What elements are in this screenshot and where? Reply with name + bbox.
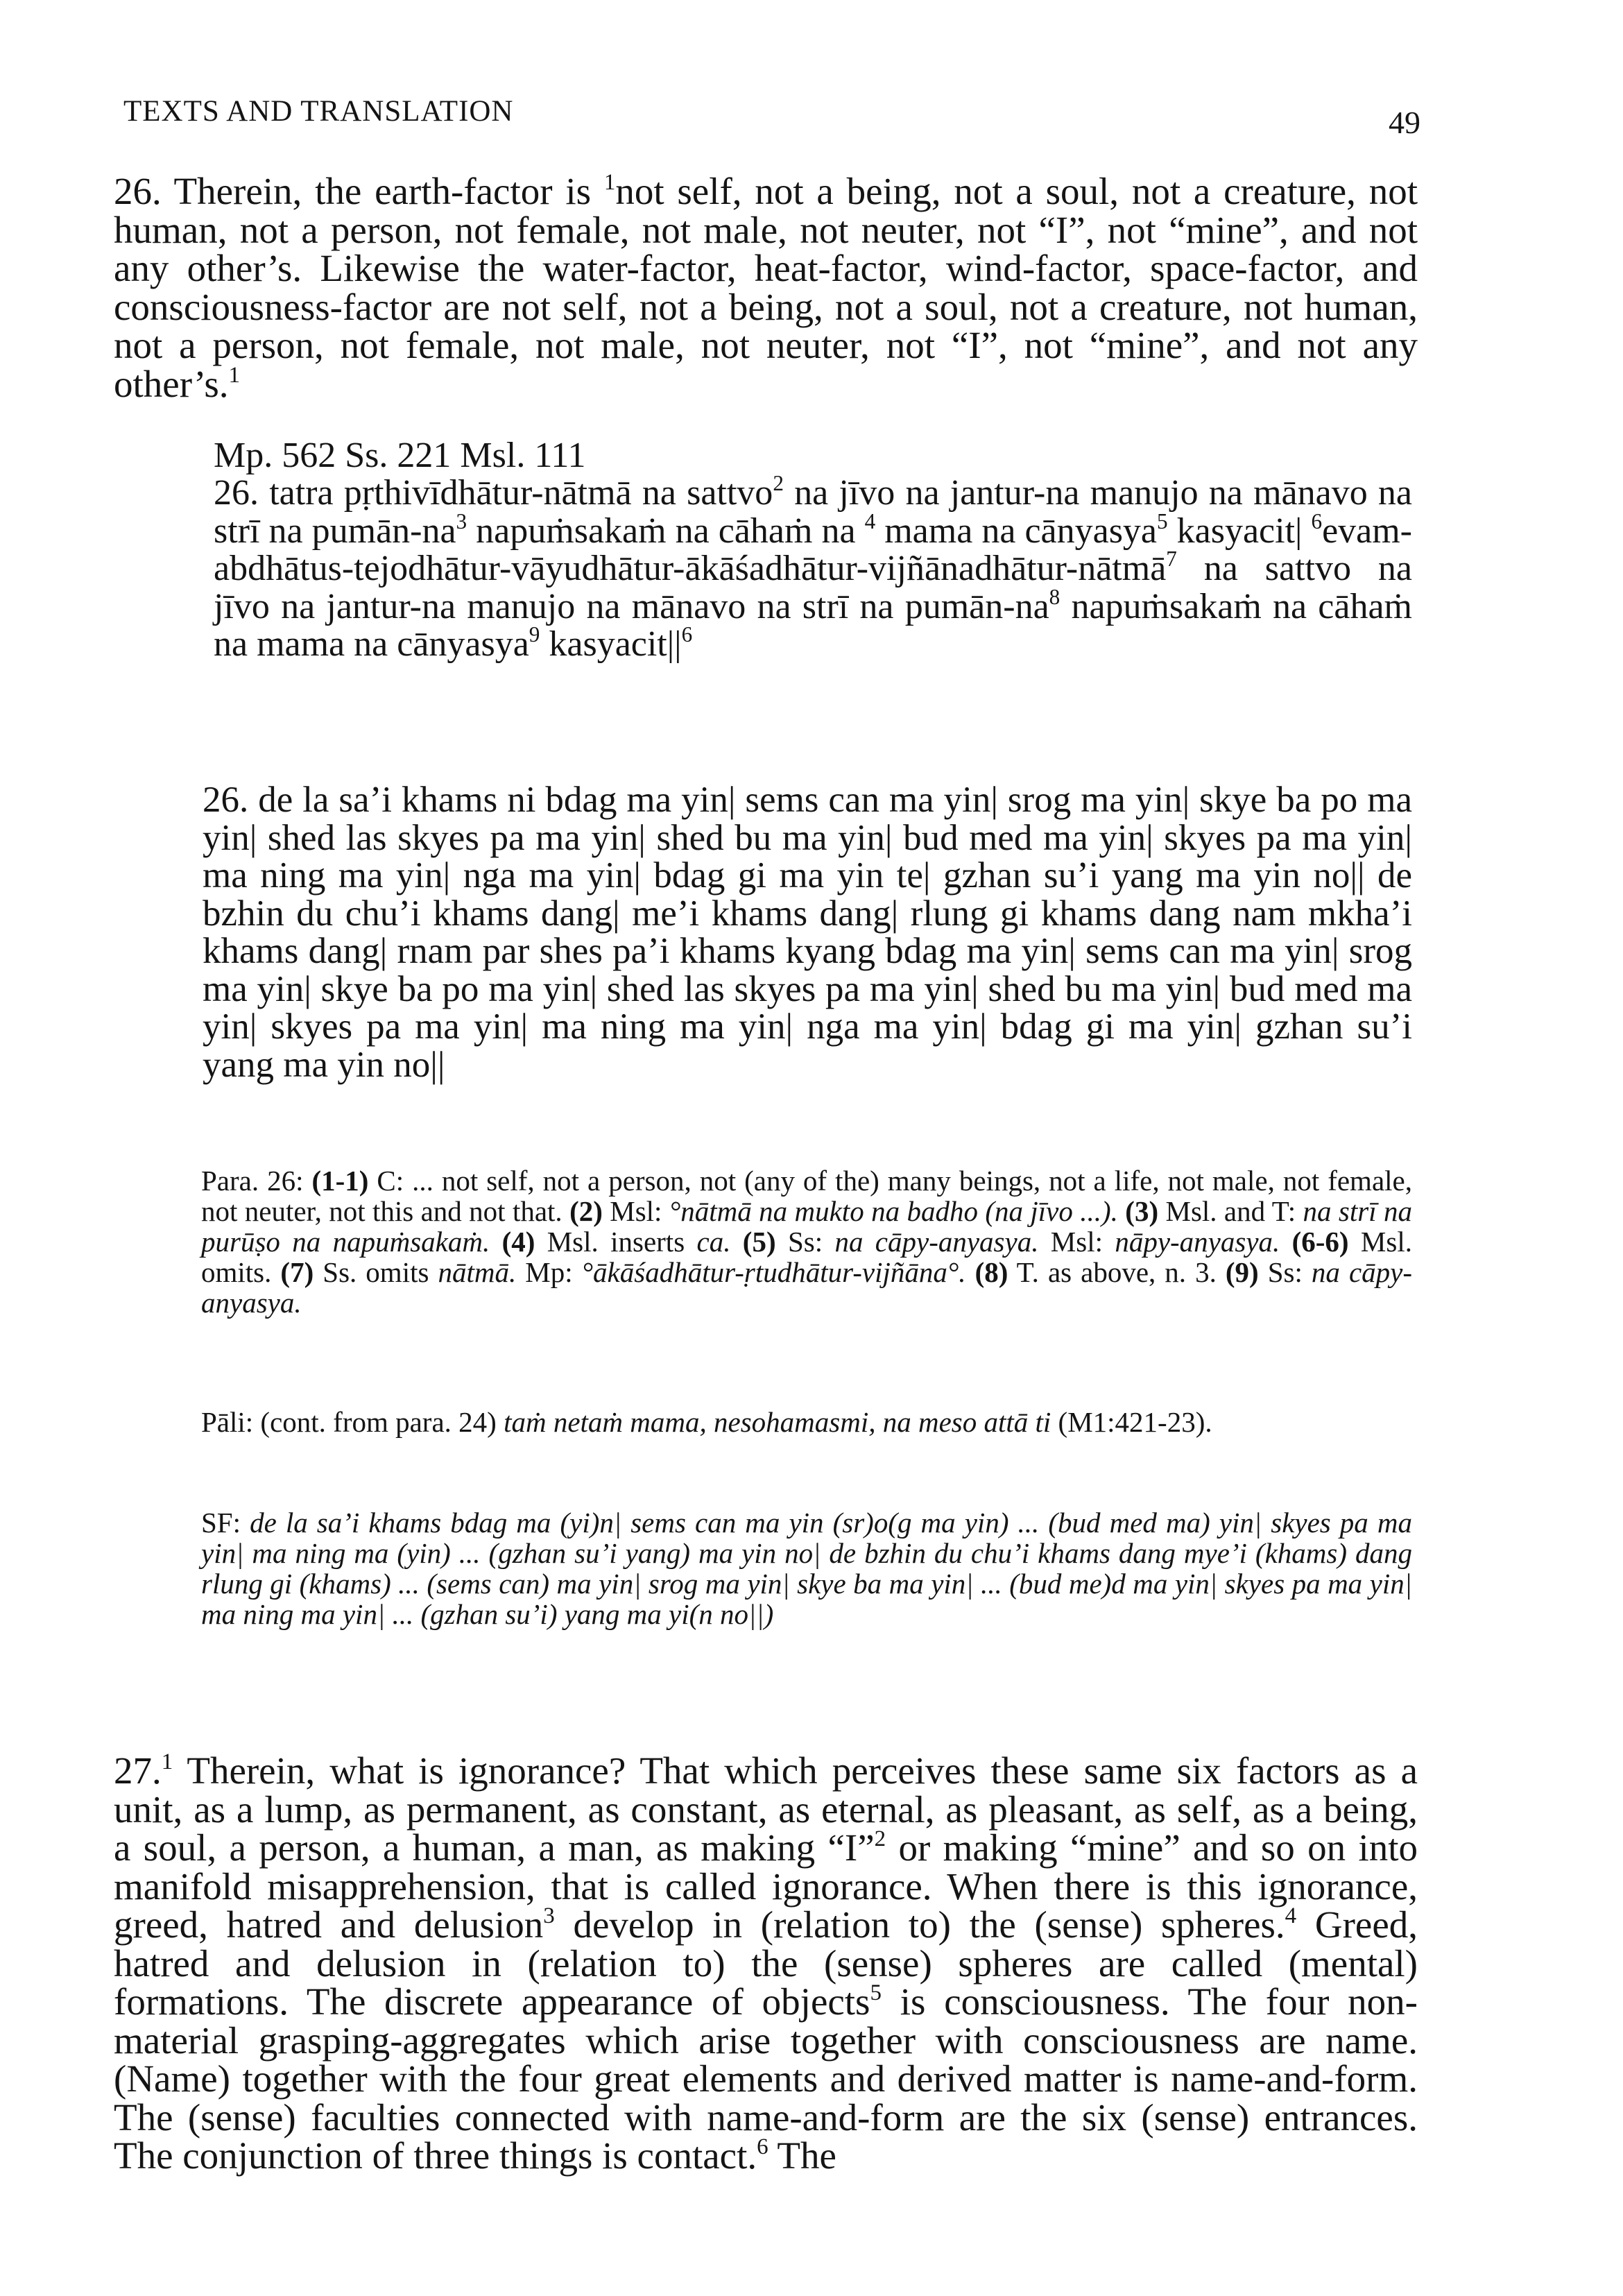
text-run: Msl. omits. (201, 1226, 1412, 1288)
text-run: Para. 26: (201, 1165, 312, 1197)
text-run: napuṁsakaṁ na cāhaṁ na (467, 511, 865, 551)
footnote-marker: 4 (1285, 1903, 1297, 1929)
text-run: (M1:421-23). (1051, 1406, 1212, 1438)
footnote-marker: 6 (1311, 508, 1323, 533)
footnote-marker: 5 (870, 1980, 882, 2006)
paragraph-26-sanskrit (214, 471, 1413, 664)
text-run: evam-abdhātus-tejodhātur-vāyudhātur-ākāśadhātur-vijñānadhātur-nātmā (214, 511, 1413, 588)
text-run: na cāpy-anyasya. (201, 1256, 1412, 1319)
text-run: develop in (relation to) the (sense) spheres. (554, 1903, 1285, 1946)
text-run: Mp: (516, 1256, 582, 1288)
page-number: 49 (1389, 105, 1420, 140)
text-run: mama na cānyasya (875, 511, 1158, 551)
text-run: Ss: (775, 1226, 835, 1258)
text-run: Msl: (602, 1195, 669, 1227)
paragraph-26-tibetan: 26. de la sa’i khams ni bdag ma yin| sems can ma yin| srog ma yin| skye ba po ma yin| shed las skyes pa ma yin| shed bu ma yin| bud med ma yin| skyes pa ma yin| ma ning ma yin| nga ma yin| bdag gi ma yin te| gzhan su’i yang ma yin no|| de bzhin du chu’i khams dang| me’i khams dang| rlung gi khams dang nam mkha’i khams dang| rnam par shes pa’i khams kyang bdag ma yin| sems can ma yin| srog ma yin| skye ba po ma yin| shed las skyes pa ma yin| shed bu ma yin| bud med ma yin| skyes pa ma yin| ma ning ma yin| nga ma yin| bdag gi ma yin| gzhan su’i yang ma yin no|| (203, 780, 1412, 1085)
text-run: na cāpy-anyasya. (834, 1226, 1039, 1258)
footnote-marker: 9 (529, 622, 540, 647)
text-run: SF: (201, 1507, 250, 1539)
footnote-marker: 6 (757, 2134, 768, 2160)
footnote-marker: 3 (543, 1903, 555, 1929)
text-run: nātmā. (438, 1256, 517, 1288)
text-run: (6-6) (1291, 1226, 1349, 1258)
text-run: (4) (501, 1226, 535, 1258)
text-run: Therein, what is ignorance? That which perceives these same six factors as a unit, as a lump, as permanent, as constant, as eternal, as pleasant, as self, as a being, a soul, a person, a human, a man, as making “I” (114, 1749, 1418, 1869)
text-run: na strī na purūṣo na napuṁsakaṁ. (201, 1195, 1413, 1258)
footnote-marker: 2 (773, 471, 784, 496)
text-run: 26. tatra pṛthivīdhātur-nātmā na sattvo (214, 473, 773, 513)
text-run: (8) (974, 1256, 1008, 1288)
text-run: napuṁsakaṁ na cāhaṁ na mama na cānyasya (214, 586, 1412, 664)
text-run: kasyacit|| (540, 624, 682, 664)
text-run: The (768, 2134, 836, 2177)
text-run: Pāli: (cont. from para. 24) (201, 1406, 504, 1438)
text-run: (1-1) (311, 1165, 369, 1197)
text-run: na sattvo na jīvo na jantur-na manujo na mānavo na strī na pumān-na (214, 549, 1412, 626)
footnote-marker: 6 (681, 622, 693, 647)
text-run: Ss. omits (314, 1256, 438, 1288)
footnote-marker: 1 (161, 1749, 173, 1775)
text-run: (2) (569, 1195, 603, 1227)
running-title: TEXTS AND TRANSLATION (123, 95, 514, 128)
text-run: (7) (280, 1256, 314, 1288)
text-run: T. as above, n. 3. (1008, 1256, 1226, 1288)
footnote-marker: 7 (1166, 547, 1177, 572)
text-run: Greed, hatred and delusion in (relation to) the (sense) spheres are called (mental) formations. The discrete appearance of objects (114, 1903, 1418, 2023)
text-run (966, 1256, 975, 1288)
footnote-marker: 8 (1049, 584, 1060, 609)
text-run: (5) (742, 1226, 776, 1258)
text-run: taṁ netaṁ mama, nesohamasmi, na meso attā ti (504, 1406, 1051, 1438)
text-run: de la sa’i khams bdag ma (yi)n| sems can ma yin (sr)o(g ma yin) ... (bud med ma) yin| skyes pa ma yin| ma ning ma (yin) ... (gzhan su’i yang) ma yin no| de bzhin du chu’i khams dang mye’i (khams) dang rlung gi (khams) ... (sems can) ma yin| srog ma yin| skye ba ma yin| ... (bud me)d ma yin| skyes pa ma yin| ma ning ma yin| ... (gzhan su’i) yang ma yi(n no||) (201, 1507, 1412, 1630)
page-header (117, 93, 1420, 140)
text-run (730, 1226, 742, 1258)
text-run: na jīvo na jantur-na manujo na mānavo na strī na pumān-na (214, 473, 1412, 551)
text-run (490, 1226, 501, 1258)
text-run: Ss: (1258, 1256, 1312, 1288)
text-run: ca. (696, 1226, 731, 1258)
footnote-marker: 3 (456, 508, 467, 533)
footnote-marker: 1 (603, 170, 616, 196)
text-run: nāpy-anyasya. (1115, 1226, 1280, 1258)
text-run (1280, 1226, 1291, 1258)
text-run: Msl. inserts (535, 1226, 697, 1258)
text-run: or making “mine” and so on into manifold misapprehension, that is called ignorance. When there is this ignorance, greed, hatred and delusion (114, 1826, 1418, 1946)
sanskrit-source-reference: Mp. 562 Ss. 221 Msl. 111 (214, 436, 586, 475)
text-run: not self, not a being, not a soul, not a creature, not human, not a person, not female, not male, not neuter, not “I”, not “mine”, and not any other’s. Likewise the water-factor, heat-factor, wind-factor, space-factor, and consciousness-factor are not self, not a being, not a soul, not a creature, not human, not a person, not female, not male, not neuter, not “I”, not “mine”, and not any other’s. (114, 170, 1418, 405)
footnote-marker: 2 (874, 1826, 886, 1852)
text-run: (9) (1225, 1256, 1259, 1288)
footnote-marker: 4 (864, 508, 876, 533)
text-run (1118, 1195, 1125, 1227)
paragraph-27-english (114, 1751, 1418, 2175)
paragraph-26-english (114, 172, 1418, 403)
text-run: °ākāśadhātur-ṛtudhātur-vijñāna°. (581, 1256, 966, 1288)
text-run: (3) (1125, 1195, 1159, 1227)
text-run: 26. Therein, the earth-factor is (114, 170, 604, 212)
text-run: Msl: (1038, 1226, 1115, 1258)
text-run: C: ... not self, not a person, not (any of the) many beings, not a life, not male, not female, not neuter, not this and not that. (201, 1165, 1412, 1227)
paragraph-26-critical-notes (201, 1165, 1412, 1318)
footnote-marker: 1 (228, 362, 240, 388)
text-run: kasyacit| (1167, 511, 1312, 551)
text-run: °nātmā na mukto na badho (na jīvo ...). (669, 1195, 1118, 1227)
text-run: Msl. and T: (1158, 1195, 1303, 1227)
text-run: 27. (114, 1749, 162, 1792)
pali-parallel (201, 1407, 1412, 1437)
footnote-marker: 5 (1157, 508, 1168, 533)
text-run: is consciousness. The four non-material grasping-aggregates which arise together with consciousness are name. (Name) together with the four great elements and derived matter is name-and-form. The (sense) faculties connected with name-and-form are the six (sense) entrances. The conjunction of three things is contact. (114, 1980, 1418, 2177)
sf-parallel (201, 1507, 1412, 1629)
